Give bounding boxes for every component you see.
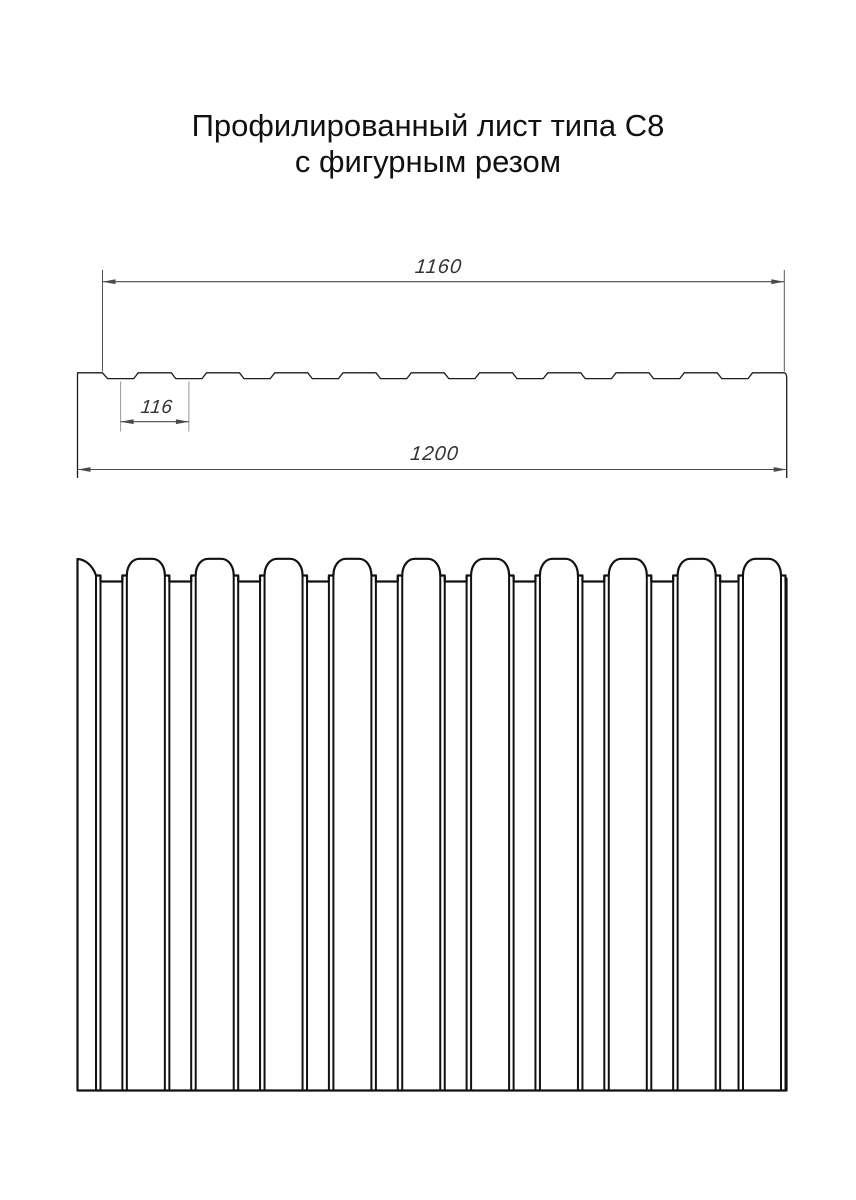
dimension-arrow [103, 279, 116, 284]
front-view-figured-cut [78, 559, 787, 1091]
dimension-arrow [121, 419, 134, 424]
front-view-outline [78, 559, 787, 1091]
dimension-1160 [103, 256, 785, 371]
drawing-title [192, 108, 665, 179]
dimension-arrow [78, 467, 91, 472]
dimension-1160-label: 1160 [413, 256, 464, 278]
title-line-2: с фигурным резом [294, 144, 562, 179]
dimension-arrow [771, 279, 784, 284]
dimension-116 [121, 382, 189, 432]
dimension-1200 [78, 443, 787, 472]
title-line-1: Профилированный лист типа С8 [191, 108, 665, 143]
dimension-arrow [176, 419, 189, 424]
dimension-116-label: 116 [139, 397, 174, 418]
dimension-1200-label: 1200 [409, 443, 461, 465]
dimension-arrow [774, 467, 787, 472]
